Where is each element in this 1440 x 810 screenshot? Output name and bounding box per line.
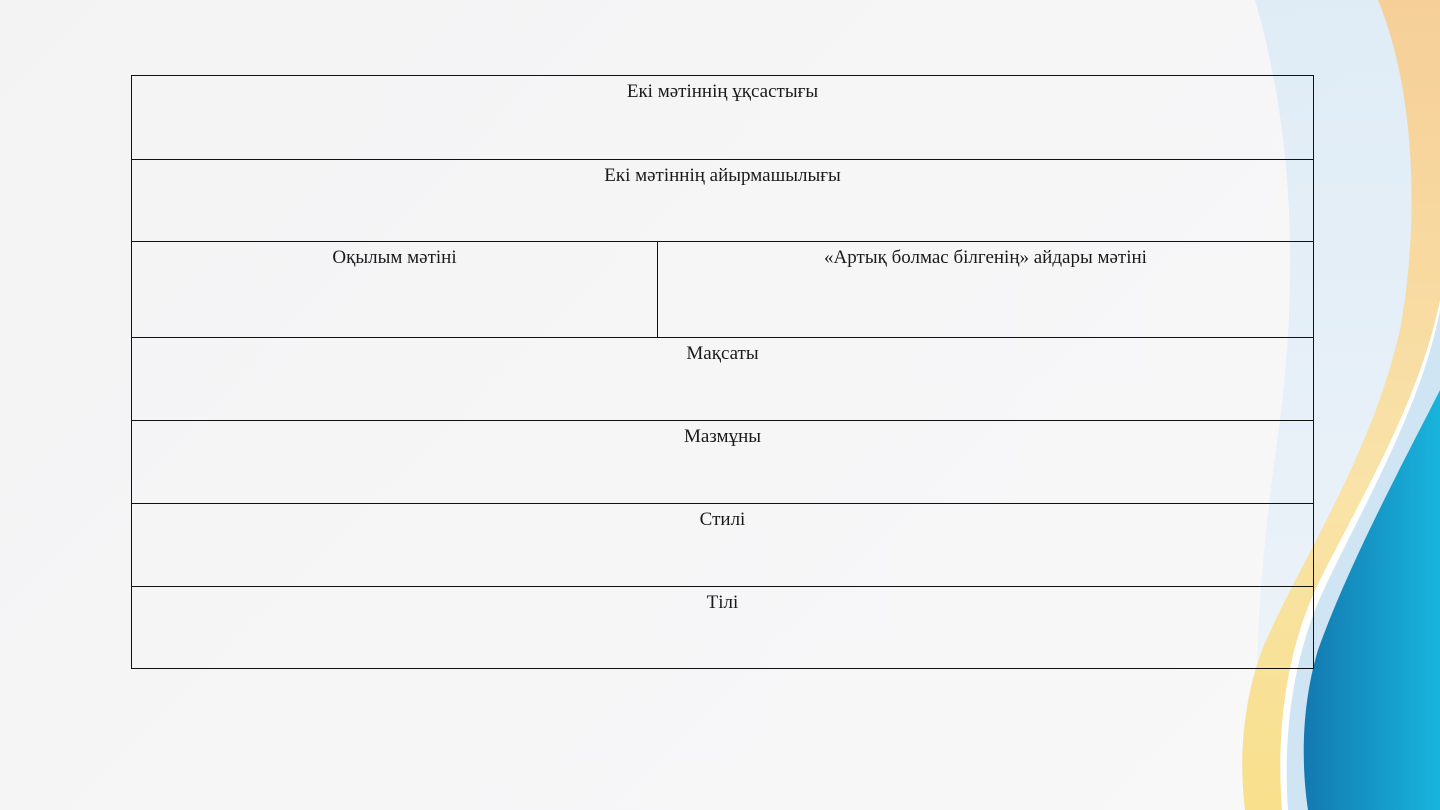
table-row: [132, 421, 1314, 504]
style-cell[interactable]: Стилі: [132, 504, 1314, 587]
column-text-header-cell[interactable]: «Артық болмас білгенің» айдары мәтіні: [658, 242, 1314, 338]
table-row: [132, 76, 1314, 160]
similarity-cell[interactable]: Екі мәтіннің ұқсастығы: [132, 76, 1314, 160]
table-row: [132, 338, 1314, 421]
difference-cell[interactable]: Екі мәтіннің айырмашылығы: [132, 160, 1314, 242]
reading-text-header-cell[interactable]: Оқылым мәтіні: [132, 242, 658, 338]
table-row: [132, 242, 1314, 338]
content-cell[interactable]: Мазмұны: [132, 421, 1314, 504]
table-row: [132, 160, 1314, 242]
purpose-cell[interactable]: Мақсаты: [132, 338, 1314, 421]
table-row: [132, 504, 1314, 587]
language-cell[interactable]: Тілі: [132, 587, 1314, 669]
comparison-table: [131, 75, 1314, 669]
table-row: [132, 587, 1314, 669]
